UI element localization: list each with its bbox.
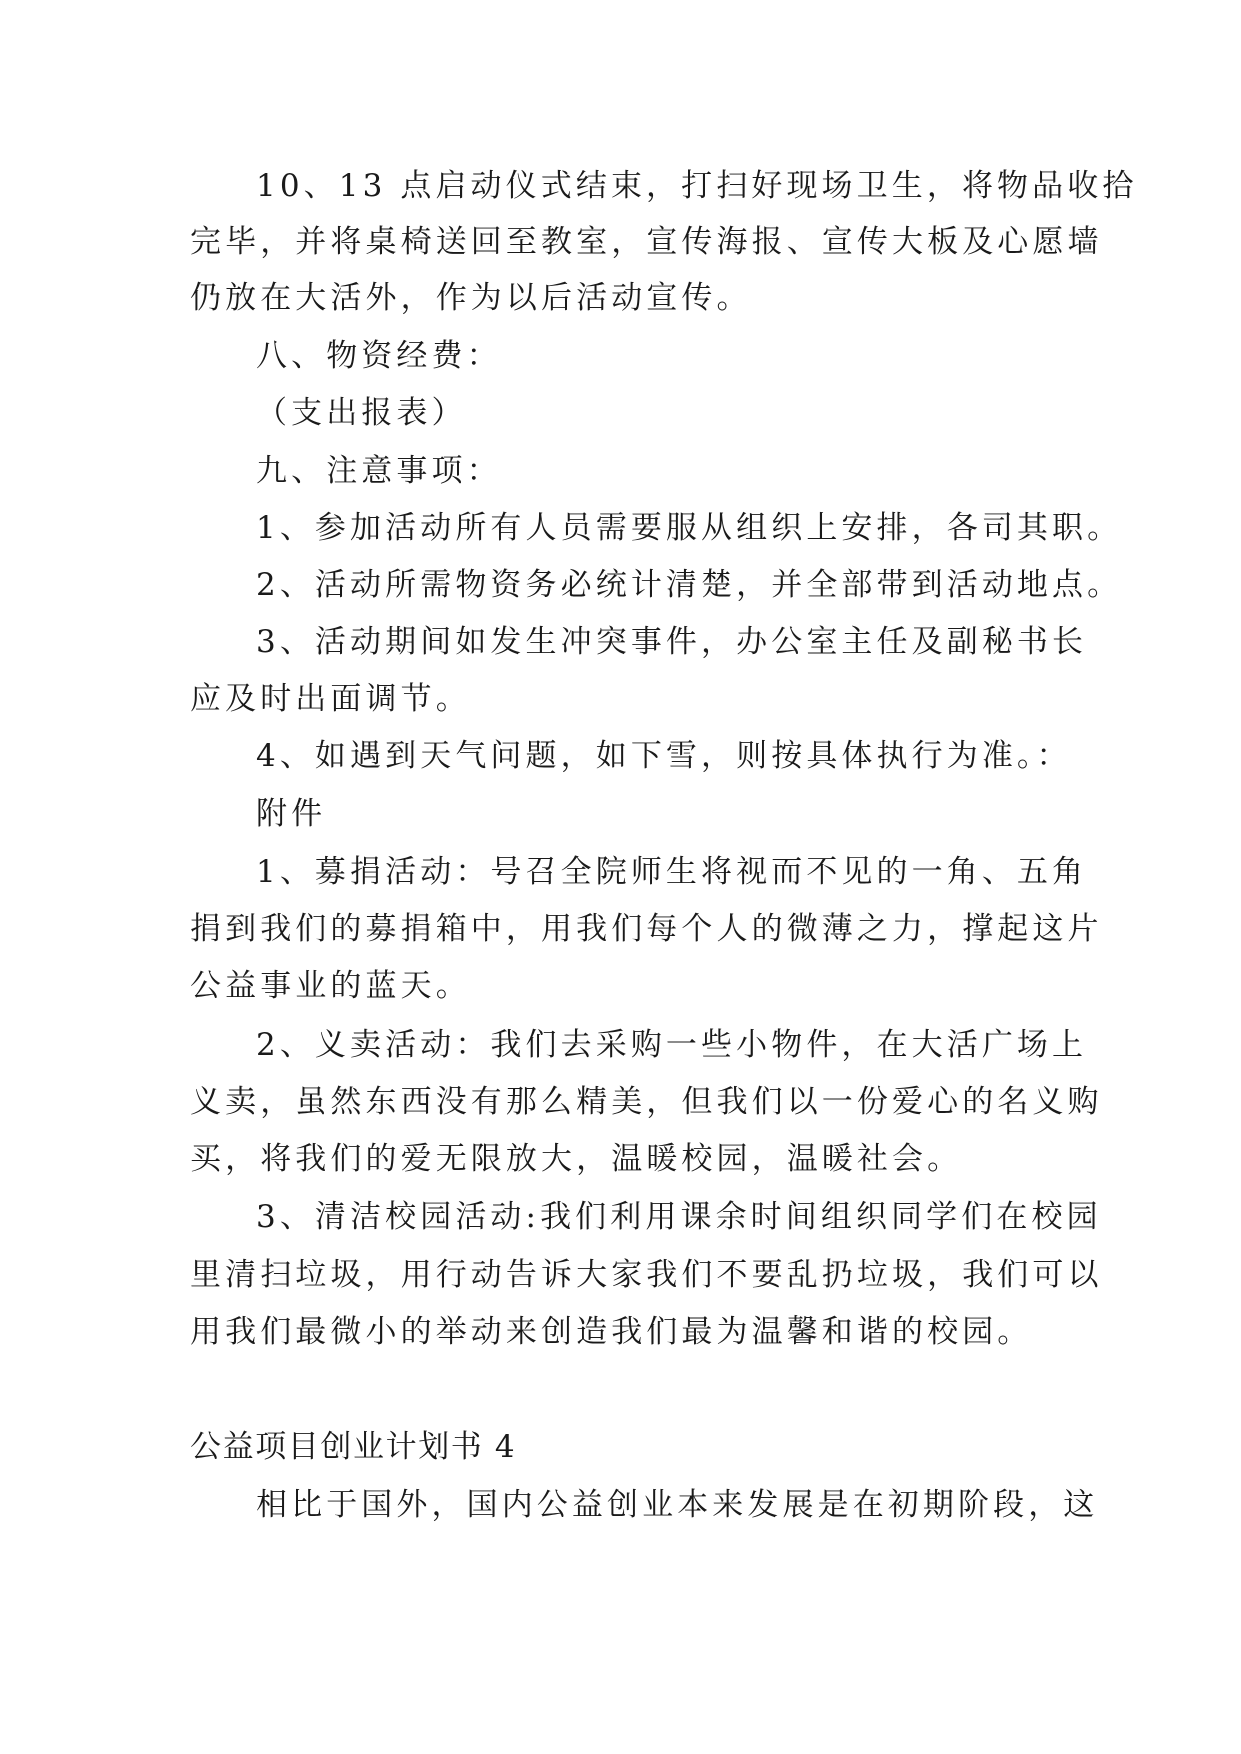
section-heading: 附件 bbox=[256, 796, 327, 832]
list-item: 1、参加活动所有人员需要服从组织上安排，各司其职。 bbox=[256, 510, 1123, 546]
list-item: 2、义卖活动：我们去采购一些小物件，在大活广场上 bbox=[256, 1027, 1088, 1063]
paragraph-line: 应及时出面调节。 bbox=[190, 681, 471, 717]
document-title: 公益项目创业计划书 4 bbox=[190, 1429, 517, 1465]
paragraph-line: 义卖，虽然东西没有那么精美，但我们以一份爱心的名义购 bbox=[190, 1084, 1103, 1120]
section-heading: 八、物资经费： bbox=[256, 338, 502, 374]
paragraph-line: 仍放在大活外，作为以后活动宣传。 bbox=[190, 280, 752, 316]
paragraph-line: （支出报表） bbox=[256, 395, 467, 431]
paragraph-line: 用我们最微小的举动来创造我们最为温馨和谐的校园。 bbox=[190, 1314, 1033, 1350]
paragraph-line: 相比于国外，国内公益创业本来发展是在初期阶段，这 bbox=[256, 1487, 1099, 1523]
list-item: 1、募捐活动：号召全院师生将视而不见的一角、五角 bbox=[256, 854, 1088, 890]
list-item: 3、清洁校园活动:我们利用课余时间组织同学们在校园 bbox=[256, 1199, 1102, 1235]
paragraph-line: 里清扫垃圾，用行动告诉大家我们不要乱扔垃圾，我们可以 bbox=[190, 1257, 1103, 1293]
paragraph-line: 买，将我们的爱无限放大，温暖校园，温暖社会。 bbox=[190, 1141, 963, 1177]
paragraph-line: 公益事业的蓝天。 bbox=[190, 968, 471, 1004]
list-item: 3、活动期间如发生冲突事件，办公室主任及副秘书长 bbox=[256, 624, 1088, 660]
paragraph-line: 捐到我们的募捐箱中，用我们每个人的微薄之力，撑起这片 bbox=[190, 911, 1103, 947]
list-item: 4、如遇到天气问题，如下雪，则按具体执行为准。： bbox=[256, 738, 1072, 774]
paragraph-line: 完毕，并将桌椅送回至教室，宣传海报、宣传大板及心愿墙 bbox=[190, 224, 1103, 260]
list-item: 2、活动所需物资务必统计清楚，并全部带到活动地点。 bbox=[256, 567, 1123, 603]
section-heading: 九、注意事项： bbox=[256, 453, 502, 489]
paragraph-line: 10、13 点启动仪式结束，打扫好现场卫生，将物品收拾 bbox=[256, 168, 1138, 204]
